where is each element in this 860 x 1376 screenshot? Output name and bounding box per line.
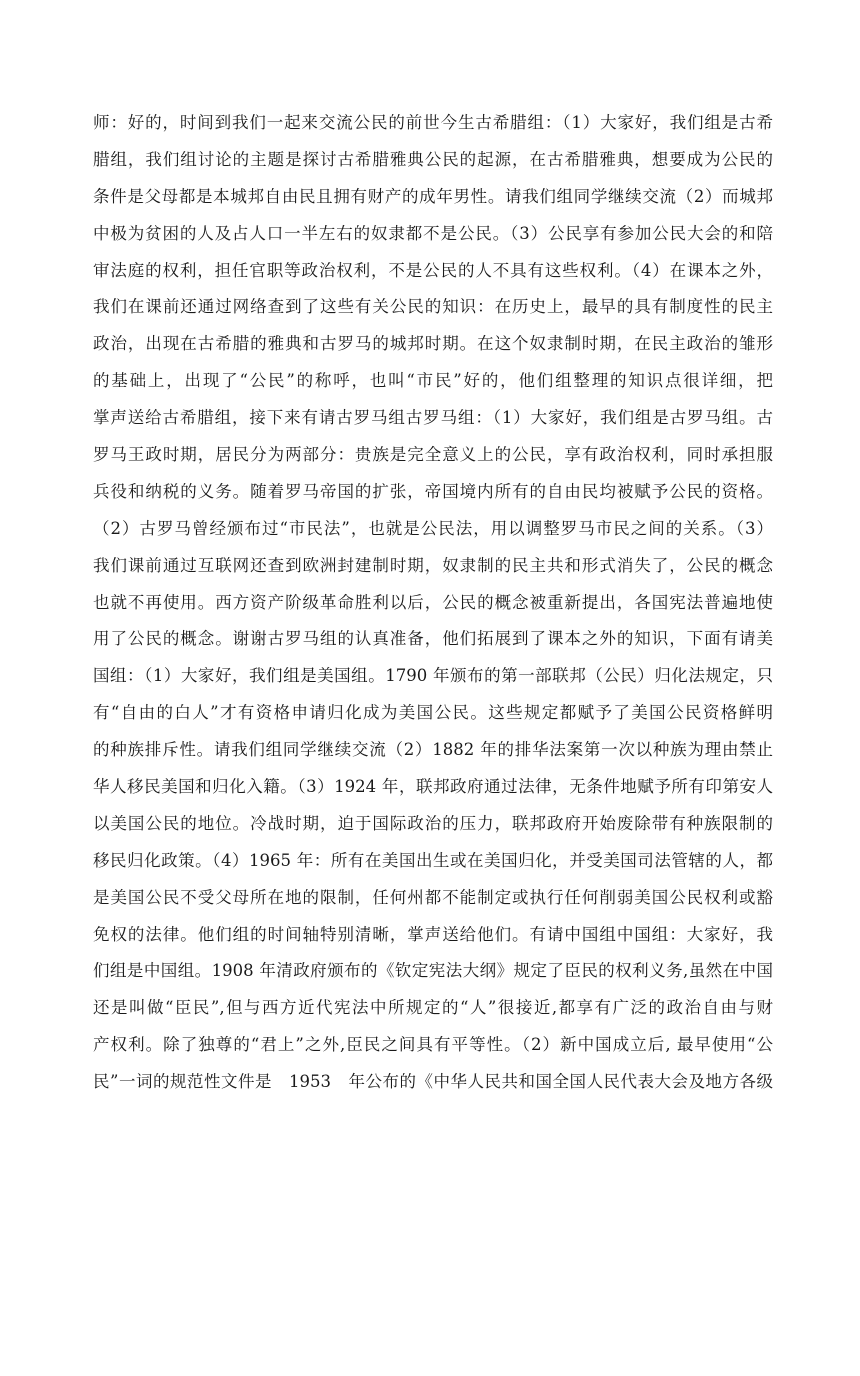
text-line: 国组：（1）大家好，我们组是美国组。1790 年颁布的第一部联邦（公民）归化法规定，只: [93, 666, 773, 686]
text-line: 产权利。除了独尊的“君上”之外,臣民之间具有平等性。（2）新中国成立后, 最早使用“公: [93, 1035, 773, 1055]
document-body: [93, 105, 773, 1101]
text-line: 是美国公民不受父母所在地的限制，任何州都不能制定或执行任何削弱美国公民权利或豁: [93, 887, 773, 907]
text-line: 免权的法律。他们组的时间轴特别清晰，掌声送给他们。有请中国组中国组：大家好，我: [93, 924, 773, 944]
text-line: 的种族排斥性。请我们组同学继续交流（2）1882 年的排华法案第一次以种族为理由禁止: [93, 740, 773, 760]
text-line: 的基础上，出现了“公民”的称呼，也叫“市民”好的，他们组整理的知识点很详细，把: [93, 371, 773, 391]
text-line: 掌声送给古希腊组，接下来有请古罗马组古罗马组：（1）大家好，我们组是古罗马组。古: [93, 408, 773, 428]
text-line: 条件是父母都是本城邦自由民且拥有财产的成年男性。请我们组同学继续交流（2）而城邦: [93, 186, 773, 206]
text-line: 政治，出现在古希腊的雅典和古罗马的城邦时期。在这个奴隶制时期，在民主政治的雏形: [93, 334, 773, 354]
text-line: 审法庭的权利，担任官职等政治权利，不是公民的人不具有这些权利。（4）在课本之外，: [93, 260, 773, 280]
text-line: 中极为贫困的人及占人口一半左右的奴隶都不是公民。（3）公民享有参加公民大会的和陪: [93, 223, 773, 243]
text-line: 们组是中国组。1908 年清政府颁布的《钦定宪法大纲》规定了臣民的权利义务,虽然在中国: [93, 961, 773, 981]
text-line: 用了公民的概念。谢谢古罗马组的认真准备，他们拓展到了课本之外的知识，下面有请美: [93, 629, 773, 649]
text-line: 罗马王政时期，居民分为两部分：贵族是完全意义上的公民，享有政治权利，同时承担服: [93, 445, 773, 465]
text-line: 我们在课前还通过网络查到了这些有关公民的知识：在历史上，最早的具有制度性的民主: [93, 297, 773, 317]
text-line: 师：好的，时间到我们一起来交流公民的前世今生古希腊组：（1）大家好，我们组是古希: [93, 113, 773, 132]
text-line: 还是叫做“臣民”,但与西方近代宪法中所规定的“人”很接近,都享有广泛的政治自由与财: [93, 998, 773, 1018]
text-line: 民”一词的规范性文件是 1953 年公布的《中华人民共和国全国人民代表大会及地方各级: [93, 1072, 773, 1092]
text-line: 以美国公民的地位。冷战时期，迫于国际政治的压力，联邦政府开始废除带有种族限制的: [93, 813, 773, 833]
text-line: 腊组，我们组讨论的主题是探讨古希腊雅典公民的起源，在古希腊雅典，想要成为公民的: [93, 149, 773, 169]
text-line: （2）古罗马曾经颁布过“市民法”，也就是公民法，用以调整罗马市民之间的关系。（3）: [93, 518, 773, 538]
text-line: 也就不再使用。西方资产阶级革命胜利以后，公民的概念被重新提出，各国宪法普遍地使: [93, 592, 773, 612]
text-line: 我们课前通过互联网还查到欧洲封建制时期，奴隶制的民主共和形式消失了，公民的概念: [93, 555, 773, 575]
text-line: 移民归化政策。（4）1965 年：所有在美国出生或在美国归化，并受美国司法管辖的人，都: [93, 850, 773, 870]
text-line: 有“自由的白人”才有资格申请归化成为美国公民。这些规定都赋予了美国公民资格鲜明: [93, 703, 773, 723]
text-line: 华人移民美国和归化入籍。（3）1924 年，联邦政府通过法律，无条件地赋予所有印第安人: [93, 777, 773, 797]
text-line: 兵役和纳税的义务。随着罗马帝国的扩张，帝国境内所有的自由民均被赋予公民的资格。: [93, 481, 773, 501]
